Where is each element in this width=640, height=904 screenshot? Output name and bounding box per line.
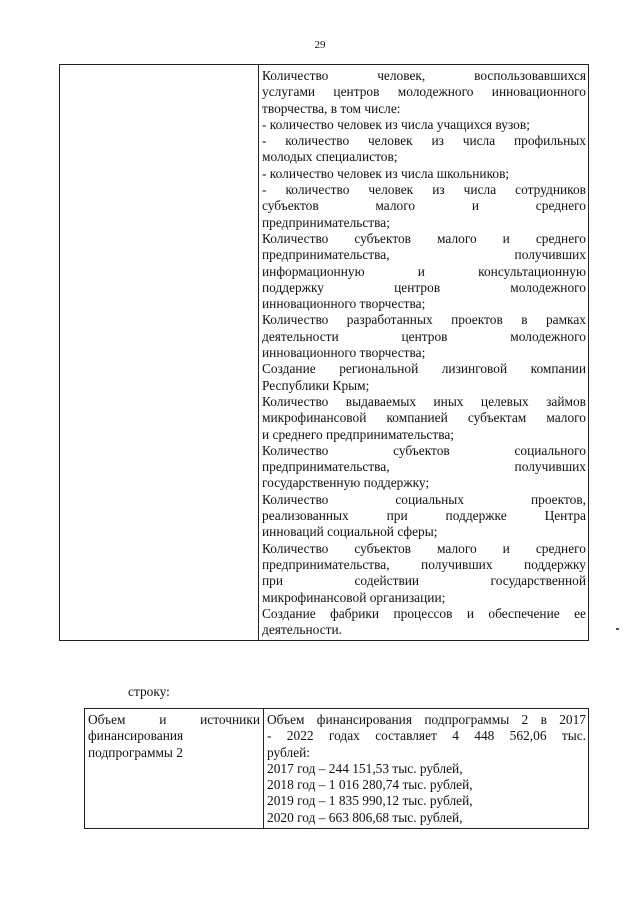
text-line: предпринимательства; <box>262 214 390 230</box>
funding-label-cell <box>85 709 264 829</box>
text-line: государственную поддержку; <box>262 475 430 491</box>
text-line: финансирования <box>88 728 184 744</box>
text-line: предпринимательства, получивших <box>262 459 586 475</box>
text-line: инноваций социальной сферы; <box>262 524 438 540</box>
text-line: Создание фабрики процессов и обеспечение ее <box>262 605 586 621</box>
text-line: Количество разработанных проектов в рамках <box>262 312 586 328</box>
text-line: инновационного творчества; <box>262 296 426 312</box>
indicators-table <box>59 64 589 641</box>
text-line: Количество человек, воспользовавшихся <box>262 68 586 83</box>
row-label: строку: <box>128 684 170 699</box>
text-line: и среднего предпринимательства; <box>262 426 455 442</box>
text-line: поддержку центров молодежного <box>262 279 586 295</box>
scan-speck <box>616 628 619 630</box>
text-line: Объем и источники <box>88 712 260 727</box>
text-line: молодых специалистов; <box>262 149 398 165</box>
text-line: инновационного творчества; <box>262 345 426 361</box>
text-line: предпринимательства, получивших поддержку <box>262 556 586 572</box>
funding-table <box>84 708 589 829</box>
text-line: - количество человек из числа сотрудников <box>262 182 586 198</box>
text-line: субъектов малого и среднего <box>262 198 586 214</box>
funding-value-cell <box>264 709 589 829</box>
text-line: творчества, в том числе: <box>262 100 401 116</box>
text-line: Количество субъектов социального <box>262 442 586 458</box>
text-line: микрофинансовой компанией субъектам малого <box>262 410 586 426</box>
text-line: 2020 год – 663 806,68 тыс. рублей, <box>267 809 463 825</box>
empty-cell <box>60 65 259 641</box>
text-line: 2018 год – 1 016 280,74 тыс. рублей, <box>267 777 473 793</box>
text-line: рублей: <box>267 744 311 760</box>
text-line: Количество социальных проектов, <box>262 491 586 507</box>
table-row <box>85 709 589 829</box>
text-line: реализованных при поддержке Центра <box>262 508 586 524</box>
text-line: Количество субъектов малого и среднего <box>262 230 586 246</box>
text-line: предпринимательства, получивших <box>262 247 586 263</box>
text-line: 2019 год – 1 835 990,12 тыс. рублей, <box>267 793 473 809</box>
indicators-cell <box>259 65 589 641</box>
text-line: при содействии государственной <box>262 573 586 589</box>
text-line: - 2022 годах составляет 4 448 562,06 тыс. <box>267 728 586 744</box>
page-number: 29 <box>314 39 326 51</box>
text-line: услугами центров молодежного инновационного <box>262 84 586 100</box>
text-line: микрофинансовой организации; <box>262 589 446 605</box>
text-line: деятельности центров молодежного <box>262 328 586 344</box>
text-line: деятельности. <box>262 622 343 638</box>
text-line: Объем финансирования подпрограммы 2 в 2017 <box>267 712 586 727</box>
text-line: Республики Крым; <box>262 377 370 393</box>
text-line: подпрограммы 2 <box>88 744 183 760</box>
table-row <box>60 65 589 641</box>
text-line: 2017 год – 244 151,53 тыс. рублей, <box>267 760 463 776</box>
text-line: информационную и консультационную <box>262 263 586 279</box>
funding-label-text <box>88 712 260 761</box>
text-line: Количество выдаваемых иных целевых займов <box>262 393 586 409</box>
text-line: Количество субъектов малого и среднего <box>262 540 586 556</box>
text-line: - количество человек из числа профильных <box>262 133 586 149</box>
text-line: - количество человек из числа школьников; <box>262 165 510 181</box>
indicators-text <box>262 68 586 638</box>
text-line: - количество человек из числа учащихся вузов; <box>262 116 530 132</box>
text-line: Создание региональной лизинговой компании <box>262 361 586 377</box>
funding-value-text <box>267 712 586 826</box>
